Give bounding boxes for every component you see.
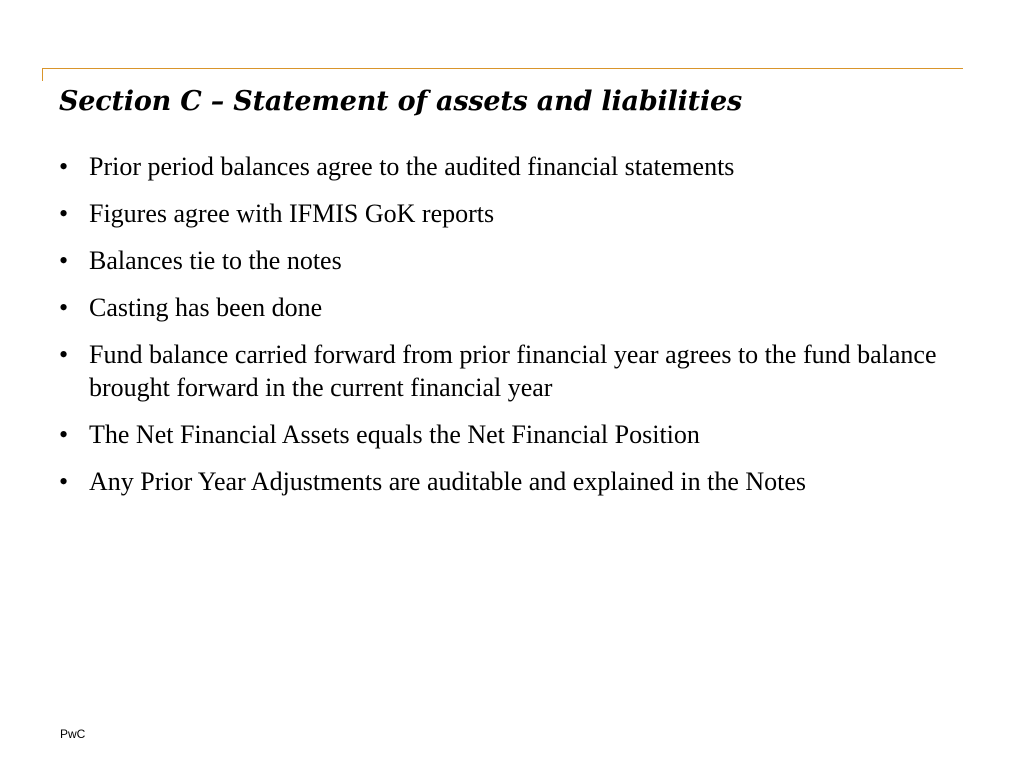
bullet-item [59,244,969,277]
title-divider-tick [42,68,43,81]
bullet-glyph: • [59,246,69,275]
footer-brand: PwC [60,727,86,741]
bullet-item [59,197,969,230]
bullet-text: Prior period balances agree to the audited financial statements [89,152,735,181]
bullet-glyph: • [59,340,69,369]
bullet-glyph: • [59,420,69,449]
bullet-text: Any Prior Year Adjustments are auditable and explained in the Notes [89,467,807,496]
bullet-item [59,418,969,451]
bullet-glyph: • [59,467,69,496]
bullet-text: Casting has been done [89,293,323,322]
title-divider-line [42,68,963,69]
bullet-glyph: • [59,293,69,322]
bullet-list [59,150,969,512]
bullet-item [59,150,969,183]
slide-title: Section C – Statement of assets and liabilities [59,86,742,117]
bullet-item [59,338,969,404]
bullet-glyph: • [59,152,69,181]
bullet-item [59,465,969,498]
bullet-text: Figures agree with IFMIS GoK reports [89,199,495,228]
bullet-glyph: • [59,199,69,228]
bullet-text: Balances tie to the notes [89,246,342,275]
bullet-text: Fund balance carried forward from prior financial year agrees to the fund balance brought forward in the current financial year [89,340,937,402]
bullet-item [59,291,969,324]
bullet-text: The Net Financial Assets equals the Net Financial Position [89,420,700,449]
